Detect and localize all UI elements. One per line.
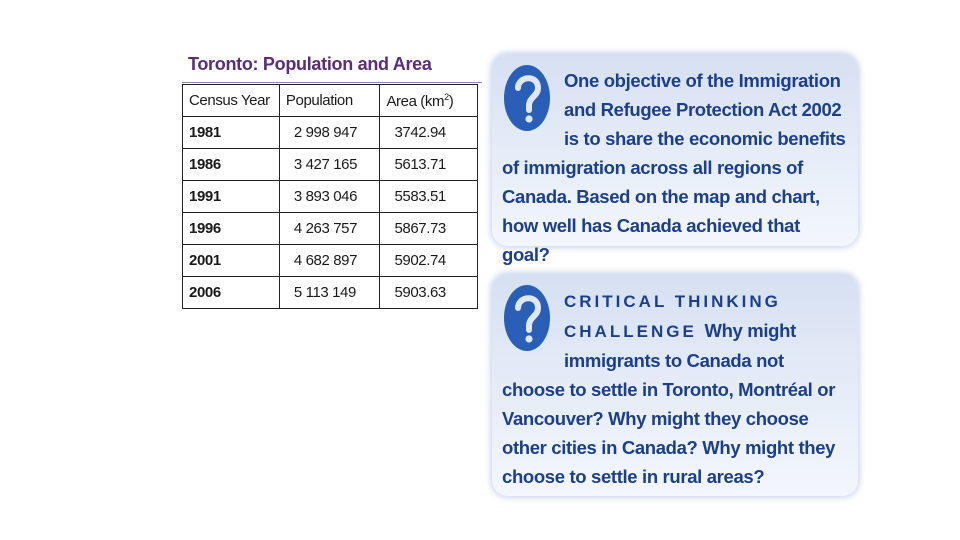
cell-area: 5902.74	[380, 245, 478, 277]
cell-population: 3 427 165	[279, 149, 380, 181]
cell-area: 5867.73	[380, 213, 478, 245]
cell-year: 2006	[183, 277, 280, 309]
cell-population: 2 998 947	[279, 117, 380, 149]
cell-year: 1981	[183, 117, 280, 149]
critical-thinking-box	[492, 274, 858, 496]
table-row	[183, 181, 478, 213]
question-box	[492, 54, 858, 265]
table-row	[183, 149, 478, 181]
table-row	[183, 117, 478, 149]
critical-text-block	[502, 286, 848, 491]
table-title-text: Toronto: Population and Area	[188, 54, 432, 74]
cell-year: 1996	[183, 213, 280, 245]
header-population: Population	[279, 85, 380, 117]
header-area-close: )	[448, 92, 454, 110]
table-row	[183, 277, 478, 309]
cell-population: 3 893 046	[279, 181, 380, 213]
table-row	[183, 245, 478, 277]
question-text: One objective of the Immigration and Refugee Protection Act 2002 is to share the economic benefits of immigration across all regions of Canada. Based on the map and chart, how well has Canada achieved that goal?	[502, 70, 846, 265]
cell-year: 1986	[183, 149, 280, 181]
cell-area: 5583.51	[380, 181, 478, 213]
title-divider	[182, 82, 482, 83]
population-table	[182, 84, 478, 309]
cell-year: 2001	[183, 245, 280, 277]
header-area-superscript: 2	[444, 91, 449, 102]
header-area	[380, 85, 478, 117]
cell-population: 4 263 757	[279, 213, 380, 245]
header-area-label: Area (km	[386, 92, 445, 110]
table-row	[183, 213, 478, 245]
cell-year: 1991	[183, 181, 280, 213]
cell-population: 5 113 149	[279, 277, 380, 309]
cell-area: 5903.63	[380, 277, 478, 309]
header-census-year: Census Year	[183, 85, 280, 117]
cell-population: 4 682 897	[279, 245, 380, 277]
table-title	[188, 54, 432, 75]
critical-thinking-heading: CRITICAL THINKING CHALLENGE	[564, 292, 781, 341]
cell-area: 5613.71	[380, 149, 478, 181]
critical-thinking-text: Why might immigrants to Canada not choose to settle in Toronto, Montréal or Vancouver? Why might they choose other cities in Canada? Why might they choose to settle in rural areas?	[502, 320, 836, 487]
cell-area: 3742.94	[380, 117, 478, 149]
question-text-block	[502, 66, 848, 269]
table-header-row	[183, 85, 478, 117]
